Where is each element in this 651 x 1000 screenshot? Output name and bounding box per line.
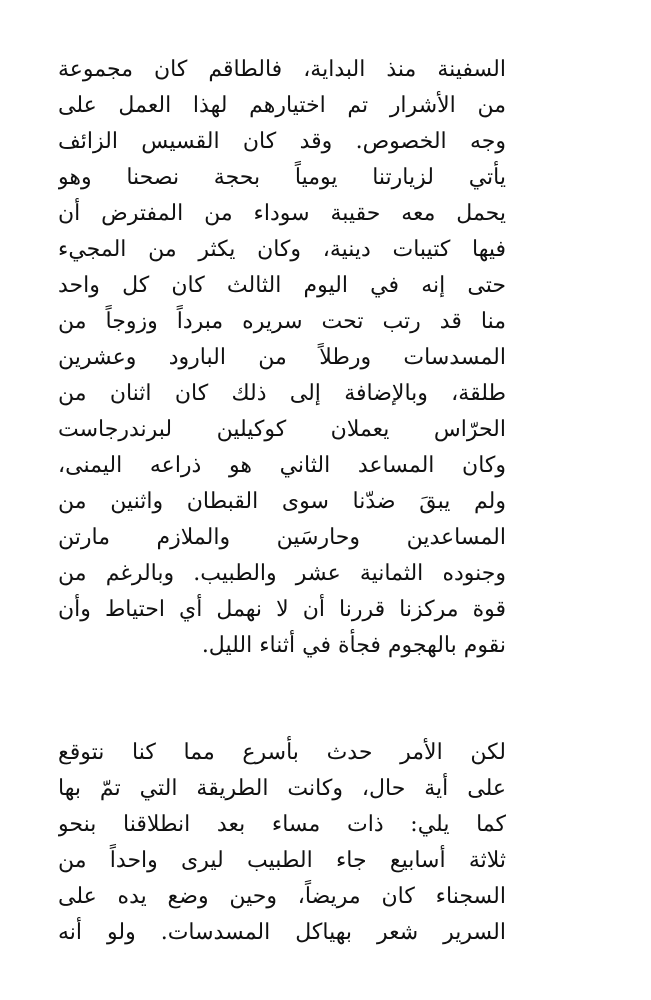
text-line: السجناء كان مريضاً، وحين وضع يده على	[58, 884, 506, 909]
text-line: من الأشرار تم اختيارهم لهذا العمل على	[58, 93, 506, 118]
text-line: فيها كتيبات دينية، وكان يكثر من المجيء	[58, 237, 506, 262]
paragraph-1	[58, 52, 506, 664]
text-line: السفينة منذ البداية، فالطاقم كان مجموعة	[58, 57, 506, 82]
text-line: قوة مركزنا قررنا أن لا نهمل أي احتياط وأن	[58, 597, 506, 622]
text-line: الحرّاس يعملان كوكيلين لبرندرجاست	[58, 417, 506, 442]
text-line: وكان المساعد الثاني هو ذراعه اليمنى،	[58, 453, 506, 478]
text-line: المساعدين وحارسَين والملازم مارتن	[58, 525, 506, 550]
text-line: كما يلي: ذات مساء بعد انطلاقنا بنحو	[58, 812, 506, 837]
text-line: المسدسات ورطلاً من البارود وعشرين	[58, 345, 506, 370]
text-line: حتى إنه في اليوم الثالث كان كل واحد	[58, 273, 506, 298]
paragraph-2	[58, 735, 506, 951]
text-line: طلقة، وبالإضافة إلى ذلك كان اثنان من	[58, 381, 506, 406]
text-line: نقوم بالهجوم فجأة في أثناء الليل.	[201, 633, 506, 658]
text-line: ثلاثة أسابيع جاء الطبيب ليرى واحداً من	[58, 848, 506, 873]
text-line: ولم يبقَ ضدّنا سوى القبطان واثنين من	[58, 489, 506, 514]
text-line: منا قد رتب تحت سريره مبرداً وزوجاً من	[58, 309, 506, 334]
text-line: يحمل معه حقيبة سوداء من المفترض أن	[58, 201, 506, 226]
text-line: لكن الأمر حدث بأسرع مما كنا نتوقع	[58, 740, 506, 765]
text-line: السرير شعر بهياكل المسدسات. ولو أنه	[58, 920, 506, 945]
text-line: وجنوده الثمانية عشر والطبيب. وبالرغم من	[58, 561, 506, 586]
text-line: يأتي لزيارتنا يومياً بحجة نصحنا وهو	[58, 165, 506, 190]
text-line: على أية حال، وكانت الطريقة التي تمّ بها	[58, 776, 506, 801]
text-line: وجه الخصوص. وقد كان القسيس الزائف	[58, 129, 506, 154]
